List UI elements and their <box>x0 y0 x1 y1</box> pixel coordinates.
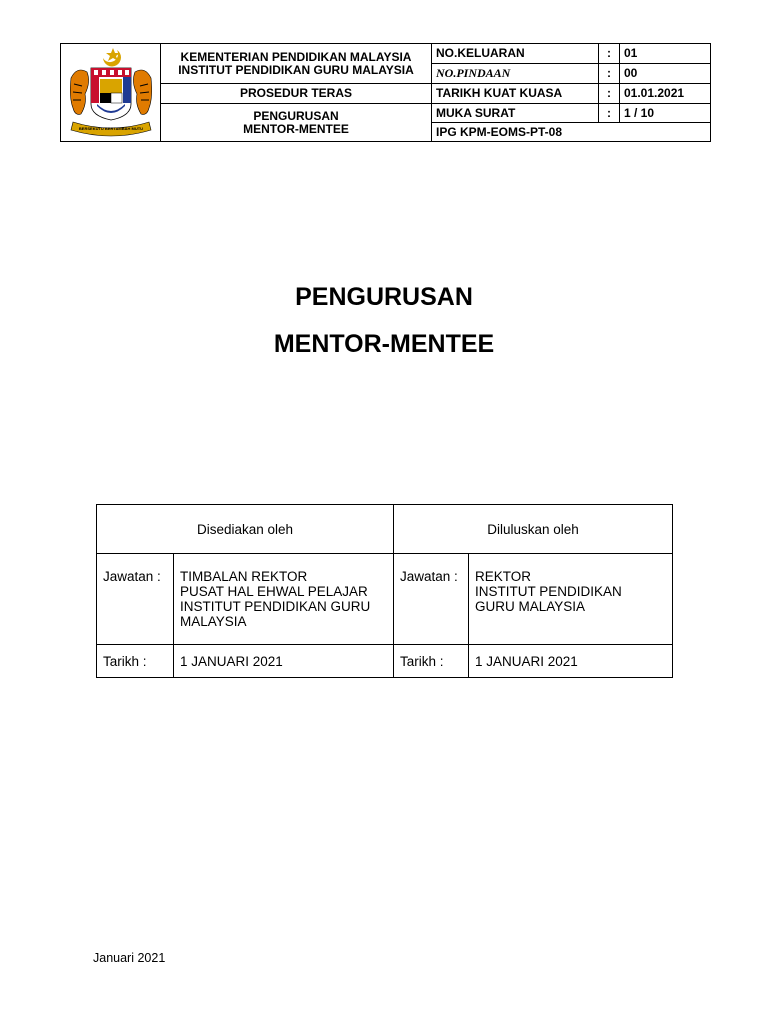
organization-line-1: KEMENTERIAN PENDIDIKAN MALAYSIA <box>180 49 412 64</box>
field-colons-top <box>599 44 620 84</box>
prepared-date-label: Tarikh : <box>97 645 174 678</box>
approved-date-label: Tarikh : <box>394 645 469 678</box>
prepared-position-line: INSTITUT PENDIDIKAN GURU <box>180 599 371 614</box>
field-values-top <box>620 44 711 84</box>
field-value-amendment-no: 00 <box>624 66 638 80</box>
prepared-position-line: PUSAT HAL EHWAL PELAJAR <box>180 584 368 599</box>
colon: : <box>599 104 620 123</box>
document-title-line-1: PENGURUSAN <box>295 283 473 311</box>
field-value-effective-date: 01.01.2021 <box>620 84 711 104</box>
malaysia-crest-icon <box>63 44 159 138</box>
approved-position-line: GURU MALAYSIA <box>475 599 586 614</box>
document-header-table <box>60 43 711 142</box>
prepared-date: 1 JANUARI 2021 <box>174 645 394 678</box>
colon: : <box>599 44 619 64</box>
prepared-position-line: TIMBALAN REKTOR <box>180 569 308 584</box>
field-label-amendment-no: NO.PINDAAN <box>436 66 511 80</box>
approved-position-label: Jawatan : <box>394 554 469 645</box>
organization-line-2: INSTITUT PENDIDIKAN GURU MALAYSIA <box>178 62 414 77</box>
approval-table <box>96 504 673 678</box>
document-title-line-2: MENTOR-MENTEE <box>273 330 495 358</box>
field-labels-top <box>432 44 599 84</box>
prepared-position-label: Jawatan : <box>97 554 174 645</box>
subject-line-2: MENTOR-MENTEE <box>243 121 349 136</box>
procedure-subject <box>161 104 432 142</box>
coat-of-arms-logo <box>61 44 161 142</box>
approved-position-line: INSTITUT PENDIDIKAN <box>475 584 622 599</box>
document-code: IPG KPM-EOMS-PT-08 <box>432 123 711 142</box>
svg-text:BERSEKUTU BERTAMBAH MUTU: BERSEKUTU BERTAMBAH MUTU <box>78 126 143 131</box>
footer-date: Januari 2021 <box>93 951 166 965</box>
field-label-effective-date: TARIKH KUAT KUASA <box>432 84 599 104</box>
approved-position-line: REKTOR <box>475 569 532 584</box>
field-value-page: 1 / 10 <box>620 104 711 123</box>
field-value-issue-no: 01 <box>620 44 710 64</box>
field-label-page: MUKA SURAT <box>432 104 599 123</box>
colon: : <box>607 66 611 80</box>
approved-date: 1 JANUARI 2021 <box>469 645 673 678</box>
prepared-by-header: Disediakan oleh <box>97 505 394 554</box>
field-label-issue-no: NO.KELUARAN <box>432 44 598 64</box>
procedure-category: PROSEDUR TERAS <box>161 84 432 104</box>
colon: : <box>599 84 620 104</box>
subject-line-1: PENGURUSAN <box>253 108 339 123</box>
approved-by-header: Diluluskan oleh <box>394 505 673 554</box>
prepared-position <box>174 554 394 645</box>
prepared-position-line: MALAYSIA <box>180 614 247 629</box>
organization-name <box>161 44 432 84</box>
approved-position <box>469 554 673 645</box>
